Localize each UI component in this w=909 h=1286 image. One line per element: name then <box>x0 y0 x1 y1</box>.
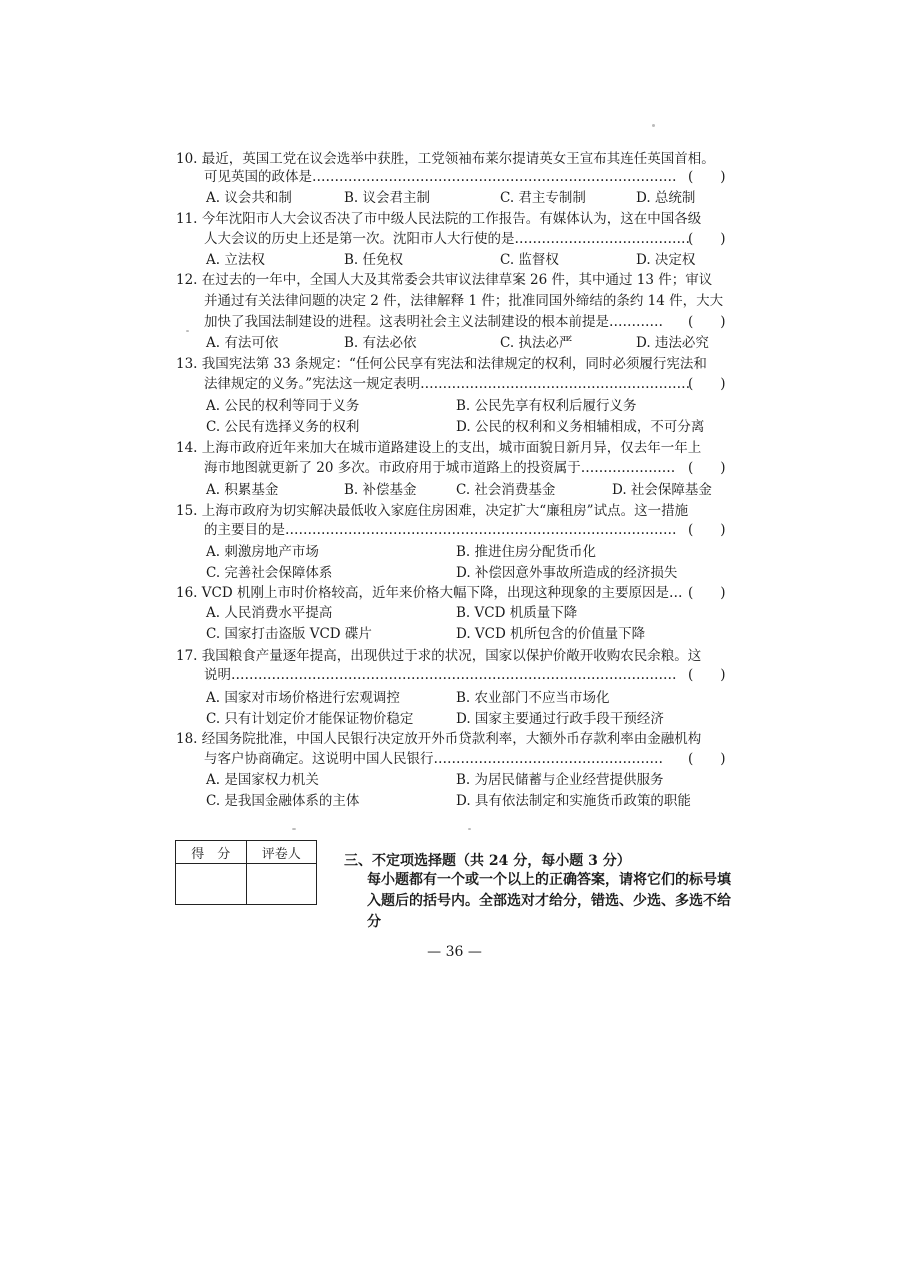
option-d: D. 总统制 <box>636 190 696 206</box>
option-b: B. 有法必依 <box>344 335 417 351</box>
answer-blank: ( ) <box>688 585 726 601</box>
option-a: A. 积累基金 <box>206 482 279 498</box>
option-d: D. 具有依法制定和实施货币政策的职能 <box>456 793 691 809</box>
question-12-line-3: 加快了我国法制建设的进程。这表明社会主义法制建设的根本前提是………… <box>204 314 663 330</box>
option-a: A. 国家对市场价格进行宏观调控 <box>206 690 400 706</box>
question-12-line-1: 12. 在过去的一年中，全国人大及其常委会共审议法律草案 26 件，其中通过 13 件；审议 <box>176 272 713 288</box>
option-d: D. 违法必究 <box>636 335 709 351</box>
option-b: B. 补偿基金 <box>344 482 417 498</box>
question-11-line-1: 11. 今年沈阳市人大会议否决了市中级人民法院的工作报告。有媒体认为，这在中国各级 <box>176 211 702 227</box>
question-14-line-1: 14. 上海市政府近年来加大在城市道路建设上的支出，城市面貌日新月异，仅去年一年上 <box>176 440 702 456</box>
scan-speck <box>468 828 471 830</box>
option-c: C. 是我国金融体系的主体 <box>206 793 360 809</box>
question-13-line-1: 13. 我国宪法第 33 条规定：“任何公民享有宪法和法律规定的权利，同时必须履行宪法和 <box>176 356 707 372</box>
option-b: B. 任免权 <box>344 252 404 268</box>
grader-cell <box>246 864 317 905</box>
option-c: C. 君主专制制 <box>500 190 586 206</box>
question-15-line-2: 的主要目的是…………………………………………………………………………… <box>204 522 677 538</box>
option-a: A. 有法可依 <box>206 335 279 351</box>
option-a: A. 人民消费水平提高 <box>206 605 333 621</box>
answer-blank: ( ) <box>688 376 726 392</box>
answer-blank: ( ) <box>688 751 726 767</box>
option-a: A. 公民的权利等同于义务 <box>206 398 360 414</box>
option-a: A. 刺激房地产市场 <box>206 544 319 560</box>
scan-speck <box>292 828 296 830</box>
section-instruction: 每小题都有一个或一个以上的正确答案，请将它们的标号填入题后的括号内。全部选对才给分，错选、少选、多选不给分 <box>367 872 731 930</box>
scan-speck <box>652 124 655 127</box>
option-c: C. 完善社会保障体系 <box>206 565 333 581</box>
option-b: B. 公民先享有权利后履行义务 <box>456 398 637 414</box>
answer-blank: ( ) <box>688 667 726 683</box>
score-header: 得 分 <box>176 841 247 864</box>
answer-blank: ( ) <box>688 522 726 538</box>
option-d: D. 补偿因意外事故所造成的经济损失 <box>456 565 678 581</box>
question-14-line-2: 海市地图就更新了 20 多次。市政府用于城市道路上的投资属于………………… <box>204 460 676 476</box>
option-b: B. 推进住房分配货币化 <box>456 544 597 560</box>
answer-blank: ( ) <box>688 231 726 247</box>
answer-blank: ( ) <box>688 314 726 330</box>
option-c: C. 国家打击盗版 VCD 碟片 <box>206 626 372 642</box>
scan-speck <box>186 330 189 332</box>
question-17-line-2: 说明……………………………………………………………………………………… <box>204 667 677 683</box>
option-a: A. 议会共和制 <box>206 190 292 206</box>
question-18-line-2: 与客户协商确定。这说明中国人民银行…………………………………………… <box>204 751 663 767</box>
question-12-line-2: 并通过有关法律问题的决定 2 件，法律解释 1 件；批准同国外缔结的条约 14 件，大大 <box>204 293 724 309</box>
question-13-line-2: 法律规定的义务。”宪法这一规定表明…………………………………………………… <box>204 376 691 392</box>
grader-header: 评卷人 <box>246 841 317 864</box>
question-16-line-1: 16. VCD 机刚上市时价格较高，近年来价格大幅下降，出现这种现象的主要原因是… <box>176 585 683 601</box>
score-cell <box>176 864 247 905</box>
score-table <box>175 840 317 905</box>
option-c: C. 只有计划定价才能保证物价稳定 <box>206 711 414 727</box>
section-title: 三、不定项选择题（共 24 分，每小题 3 分） <box>344 853 631 869</box>
option-a: A. 立法权 <box>206 252 265 268</box>
option-d: D. VCD 机所包含的价值量下降 <box>456 626 646 642</box>
question-10-line-2: 可见英国的政体是……………………………………………………………………… <box>204 169 677 185</box>
option-b: B. 议会君主制 <box>344 190 431 206</box>
option-d: D. 国家主要通过行政手段干预经济 <box>456 711 664 727</box>
option-c: C. 公民有选择义务的权利 <box>206 419 360 435</box>
question-18-line-1: 18. 经国务院批准，中国人民银行决定放开外币贷款利率，大额外币存款利率由金融机构 <box>176 731 702 747</box>
question-17-line-1: 17. 我国粮食产量逐年提高，出现供过于求的状况，国家以保护价敞开收购农民余粮。这 <box>176 648 702 664</box>
answer-blank: ( ) <box>688 460 726 476</box>
question-10-line-1: 10. 最近，英国工党在议会选举中获胜，工党领袖布莱尔提请英女王宣布其连任英国首相。 <box>176 151 715 167</box>
option-c: C. 执法必严 <box>500 335 573 351</box>
page-number: — 36 — <box>427 944 482 960</box>
option-c: C. 社会消费基金 <box>456 482 556 498</box>
option-d: D. 决定权 <box>636 252 696 268</box>
option-c: C. 监督权 <box>500 252 559 268</box>
option-b: B. 为居民储蓄与企业经营提供服务 <box>456 772 664 788</box>
option-d: D. 公民的权利和义务相辅相成，不可分离 <box>456 419 705 435</box>
question-15-line-1: 15. 上海市政府为切实解决最低收入家庭住房困难，决定扩大“廉租房”试点。这一措施 <box>176 503 689 519</box>
option-a: A. 是国家权力机关 <box>206 772 319 788</box>
question-11-line-2: 人大会议的历史上还是第一次。沈阳市人大行使的是………………………………… <box>204 231 690 247</box>
option-d: D. 社会保障基金 <box>612 482 712 498</box>
option-b: B. 农业部门不应当市场化 <box>456 690 610 706</box>
option-b: B. VCD 机质量下降 <box>456 605 578 621</box>
answer-blank: ( ) <box>688 169 726 185</box>
